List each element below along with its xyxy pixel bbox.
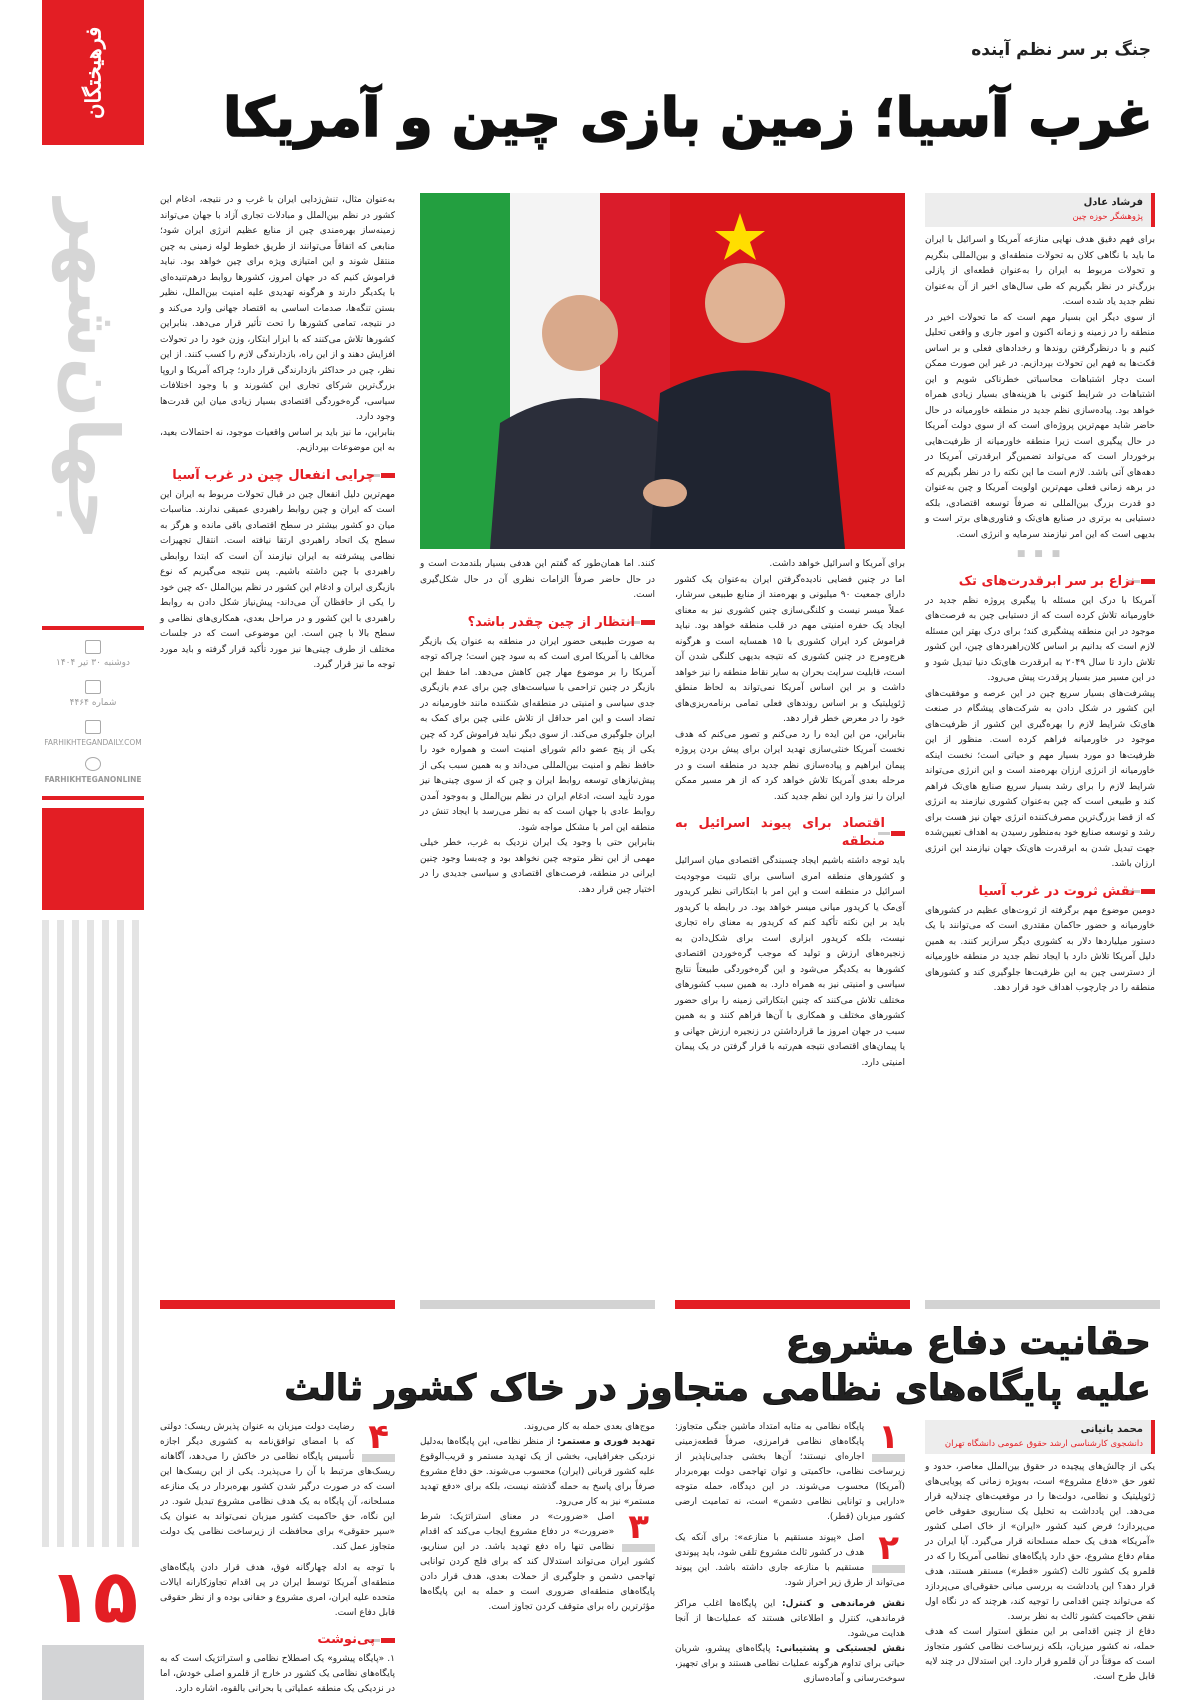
headline-line-2: علیه پایگاه‌های نظامی متجاوز در خاک کشور ثالث xyxy=(284,1368,1151,1409)
paragraph xyxy=(675,1642,905,1687)
paragraph: مهم‌ترین دلیل انفعال چین در قبال تحولات مربوط به ایران این است که ایران و چین روابط راهبردی عمیقی ندارند. مناسبات میان دو کشور بیشتر در سطح اقتصادی باقی مانده و هرگز به سطح یک اتحاد راهبردی ارتقا نیافته است. انتقال تجهیزات نظامی پیشرفته به ایران نیازمند آن است که ابتدا روابطی راهبردی با چین داشته باشیم. پس نتیجه می‌گیریم که نوع بازیگری ایران و ادغام این کشور در نظم بین‌الملل -که چین خود را یکی از حافظان آن می‌داند- پیش‌نیاز شکل دادن به روابط راهبردی با این کشور و در مراحل بعدی، همکاری‌های نظامی و سطح بالا با چین است. این موضوعی است که در جلسات مختلف از طرف چینی‌ها نیز مورد تأکید قرار گرفته و باید مورد توجه ما نیز قرار گیرد. xyxy=(160,489,395,670)
divider xyxy=(42,626,144,630)
author-box xyxy=(925,193,1155,227)
paragraph: موج‌های بعدی حمله به کار می‌روند. xyxy=(523,1422,655,1432)
divider-bar xyxy=(675,1300,910,1309)
paragraph: بنابراین، من این ایده را رد می‌کنم و تصور می‌کنم که هدف نخست آمریکا خنثی‌سازی تهدید ایران برای پیش بردن پروژه پیمان ابراهیم و پیاده‌سازی نظم جدید در منطقه است و در مرحله بعدی آمریکا تلاش خواهد کرد که از هر مسیر ممکن ایران را نیز وارد این نظم جدید کند. xyxy=(675,729,905,802)
point-text: اصل «پیوند مستقیم با منازعه»: برای آنکه یک هدف در کشور ثالث مشروع تلقی شود، باید پیوندی مستقیم با منازعه جاری داشته باشد. این پیوند می‌تواند از طرق زیر احراز شود. xyxy=(675,1533,905,1588)
paragraph: کنند. اما همان‌طور که گفتم این هدفی بسیار بلندمدت است و در حال حاضر صرفاً الزامات نظری آن در حال شکل‌گیری است. xyxy=(420,559,655,600)
divider-bar xyxy=(420,1300,655,1309)
second-column-4 xyxy=(160,1420,395,1697)
social-network-icon xyxy=(85,757,101,771)
subheading: اقتصاد برای پیوند اسرائیل به منطقه xyxy=(675,815,905,851)
grey-block xyxy=(42,1645,144,1700)
web-icon xyxy=(85,720,101,734)
point-number: ۱ xyxy=(872,1420,905,1462)
divider-bar xyxy=(160,1300,395,1309)
paragraph: اما در چنین فضایی نادیده‌گرفتن ایران به‌عنوان یک کشور دارای جمعیت ۹۰ میلیونی و بهره‌مند از منابع طبیعی سرشار، عملاً میسر نیست و کلنگی‌سازی چنین کشوری نیز به معنای ایجاد یک حفره امنیتی مهم در قلب منطقه خواهد بود. نباید فراموش کرد ایران کشوری با ۱۵ همسایه است و هرگونه هرج‌ومرج در چنین کشوری که نتیجه بدیهی کلنگی شدن آن است، قابلیت سرایت بحران به سایر نقاط منطقه را نیز خواهد داشت و بر این اساس آمریکا نمی‌تواند به لحاظ منطق ژئوپلیتیک و بر اساس روندهای فعلی تمامی برنامه‌ریزی‌های خود را در معرض خطر قرار دهد. xyxy=(675,574,905,724)
paragraph-text: از منظر نظامی، این پایگاه‌ها به‌دلیل نزدیکی جغرافیایی، بخشی از یک تهدید مستمر و قریب‌الوقوع علیه کشور قربانی (ایران) محسوب می‌شوند. حق دفاع مشروع صرفاً برای پاسخ به حمله گذشته نیست، بلکه برای «دفع تهدید مستمر» نیز به کار می‌رود. xyxy=(420,1437,655,1507)
headline-line-1: حقانیت دفاع مشروع xyxy=(785,1322,1151,1363)
second-column-1 xyxy=(925,1420,1155,1685)
point-number: ۳ xyxy=(622,1510,655,1552)
second-column-2 xyxy=(675,1420,905,1687)
article-column-3 xyxy=(420,557,655,898)
lead-in: تهدید فوری و مستمر: xyxy=(557,1437,655,1447)
point-text: رضایت دولت میزبان به عنوان پذیرش ریسک: دولتی که با امضای توافق‌نامه به کشوری دیگر اجازه تأسیس پایگاه نظامی در خاکش را می‌دهد، آگاهانه ریسک‌های مرتبط با آن را می‌پذیرد. یکی از این ریسک‌ها این است که در صورت درگیر شدن کشور بهره‌بردار در یک منازعه مسلحانه، آن پایگاه به یک هدف نظامی مشروع تبدیل شود. در این نگاه، حق حاکمیت کشور میزبان نمی‌تواند به عنوان یک «سپر حقوقی» برای محافظت از زیرساخت نظامی یک دولت متجاوز عمل کند. xyxy=(160,1422,395,1552)
person-right-head xyxy=(705,263,785,343)
point-number: ۴ xyxy=(362,1420,395,1462)
paragraph: پیشرفت‌های بسیار سریع چین در این عرصه و موفقیت‌های این کشور در شکل دادن به شرکت‌های پیشگام در صنعت های‌تک شرایط لازم را بهره‌گیری این کشور از ظرفیت‌های موجود در خاورمیانه فراهم کرده است. منظور از این ظرفیت‌ها دو مورد بسیار مهم و حیاتی است؛ نخست اینکه خاورمیانه از انرژی ارزان بهره‌مند است و این انرژی می‌تواند شرایط لازم را برای رشد بسیار سریع صنایع های‌تک فراهم کند و طبیعی است که چین به‌عنوان کشوری نیازمند به انرژی که از قضا بزرگ‌ترین مصرف‌کننده انرژی جهان نیز هست برای رشد و توسعه صنایع خود به‌منظور رسیدن به اهداف تعیین‌شده جهت تبدیل شدن به ابرقدرت های‌تک جهان نیازمند این انرژی ارزان باشد. xyxy=(925,688,1155,869)
date-block xyxy=(42,640,144,668)
paragraph: به‌عنوان مثال، تنش‌زدایی ایران با غرب و در نتیجه، ادغام این کشور در نظم بین‌الملل و مبادلات تجاری آزاد با جهان می‌تواند زمینه‌ساز بهره‌مندی چین از منابع عظیم انرژی ایران شود؛ منابعی که اتفاقاً می‌توانند از طریق خطوط لوله زمینی به چین منتقل شوند و این امتیازی ویژه برای چین خواهد بود. نباید فراموش کنیم که در جهان امروز، کشورها روابط درهم‌تنیده‌ای با یکدیگر دارند و هرگونه تهدیدی علیه امنیت بین‌الملل، نظیر بستن تنگه‌ها، صدمات اساسی به اقتصاد جهانی وارد می‌کند و در نتیجه، تمامی کشورها را تحت تأثیر قرار می‌دهد. بنابراین کشورها تلاش می‌کنند که با ابزار ابتکار، وزن خود را در تحولات افزایش دهند و از این راه، بازدارندگی لازم را کسب کنند. از این نظر، چین در حداکثر بازدارندگی قرار دارد؛ چراکه آمریکا و اروپا بزرگ‌ترین شرکای تجاری این کشورند و با وجود اختلافات سیاسی، گره‌خوردگی اقتصادی بسیار زیادی میان این قدرت‌ها وجود دارد. xyxy=(160,195,395,422)
news-photo xyxy=(420,193,905,549)
paragraph: دومین موضوع مهم برگرفته از ثروت‌های عظیم در کشورهای خاورمیانه و حضور حاکمان مقتدری است که می‌توانند با یک دستور میلیاردها دلار به کشوری دیگر سرازیر کنند. به همین دلیل آمریکا تلاش دارد با ایجاد نظم جدید در منطقه خاورمیانه از دسترسی چین به این ظرفیت‌ها جلوگیری کند و کشورهای منطقه را در چارچوب اهداف خود قرار دهد. xyxy=(925,905,1155,993)
article-column-1 xyxy=(925,193,1155,997)
article-column-4 xyxy=(160,193,395,674)
decorative-pattern xyxy=(42,920,144,1547)
paragraph: بنابراین حتی با وجود یک ایران نزدیک به غرب، خطر خیلی مهمی از این نظر متوجه چین نخواهد بود و چه‌بسا وجود چنین ایرانی در منطقه، فرصت‌های اقتصادی و سیاسی جدیدی را در اختیار چین قرار دهد. xyxy=(420,838,655,895)
author-role: دانشجوی کارشناسی ارشد حقوق عمومی دانشگاه تهران xyxy=(944,1439,1143,1449)
person-right-suit xyxy=(650,371,845,550)
website[interactable]: FARHIKHTEGANDAILY.COM xyxy=(44,738,142,747)
divider-bar xyxy=(925,1300,1160,1309)
subheading: نقش ثروت در غرب آسیا xyxy=(925,883,1155,901)
paragraph: از سوی دیگر این بسیار مهم است که ما تحولات اخیر در منطقه را در زمینه و زمانه اکنون و امور جاری و واقعی تحلیل کنیم و با درنظرگرفتن روندها و رخدادهای فعلی و بر اساس فکت‌ها به فهم این تحولات بپردازیم. در غیر این صورت ممکن است دچار اشتباهات محاسباتی خطرناکی شویم و این اشتباهات در شرایط کنونی با هزینه‌های بسیار زیادی همراه خواهد بود. پیاده‌سازی نظم جدید در منطقه خاورمیانه در حال حاضر شاید مهم‌ترین پروژه‌ای است که از سوی دولت آمریکا در حال پیگیری است زیرا منطقه خاورمیانه از ظرفیت‌هایی برخوردار است که می‌تواند تضمین‌گر ابرقدرتی آمریکا در دهه‌های آتی باشد. لازم است ما این نکته را در نظر بگیریم که در برهه زمانی فعلی مهم‌ترین اولویت آمریکا و چین به‌عنوان دو قدرت بزرگ بین‌المللی نه صرفاً توسعه اقتصادی، بلکه دستیابی به برتری در صنایع های‌تک و فناوری‌های برتر است و بدیهی است که این امر نیازمند سرمایه و انرژی است. xyxy=(925,312,1155,540)
issue-number-icon xyxy=(85,680,101,694)
person-left-suit xyxy=(490,398,670,549)
author-name: محمد بانیانی xyxy=(1080,1424,1143,1435)
paragraph: ۱. «پایگاه پیشرو» یک اصطلاح نظامی و استراتژیک است که به پایگاه‌های نظامی یک کشور در خارج از قلمرو اصلی خودش، اما در نزدیکی یک منطقه عملیاتی یا بحرانی بالقوه، اشاره دارد. xyxy=(160,1654,395,1694)
paragraph: با توجه به ادله چهارگانه فوق، هدف قرار دادن پایگاه‌های منطقه‌ای آمریکا توسط ایران در پی اقدام تجاوزکارانه ایالات متحده علیه ایران، امری مشروع و حقانی بوده و از نظر حقوقی قابل دفاع است. xyxy=(160,1563,395,1618)
article-column-2 xyxy=(675,557,905,1071)
page-number: ۱۵ xyxy=(47,1554,139,1640)
paragraph: آمریکا با درک این مسئله با پیگیری پروژه نظم جدید در خاورمیانه تلاش کرده است که از دستیابی چین به فرصت‌های موجود در این منطقه پیشگیری کند؛ برای درک بهتر این مسئله لازم است که بدانیم بر اساس کلان‌راهبردهای چین، این کشور تلاش دارد تا سال ۲۰۴۹ به ابرقدرت های‌تک دنیا تبدیل شود و در این مسیر میز بسیار پرقدرت پیش می‌رود. xyxy=(925,595,1155,683)
section-separator: ■ ■ ■ xyxy=(1016,549,1064,559)
divider xyxy=(42,796,144,800)
paragraph-text: پایگاه‌های پیشرو، شریان حیاتی برای تداوم هرگونه عملیات نظامی هستند و برای تجهیز، سوخت‌رسانی و آماده‌سازی xyxy=(675,1644,905,1684)
handshake xyxy=(643,479,687,507)
point-text: پایگاه نظامی به مثابه امتداد ماشین جنگی متجاوز: پایگاه‌های نظامی فرامرزی، صرفاً قطعه‌زمینی اجاره‌ای نیستند؛ آن‌ها بخشی جدایی‌ناپذیر از زیرساخت نظامی، حاکمیتی و توان تهاجمی دولت بهره‌بردار (آمریکا) محسوب می‌شوند. در این دیدگاه، حمله متوجه «دارایی و توانایی نظامی دشمن» است، نه تمامیت ارضی کشور میزبان (قطر). xyxy=(675,1422,905,1522)
subheading: چرایی انفعال چین در غرب آسیا xyxy=(160,467,395,485)
author-name: فرشاد عادل xyxy=(1083,197,1143,208)
section-title: جهان‌شهر xyxy=(52,199,134,541)
numbered-point xyxy=(675,1531,905,1591)
paragraph: دفاع از چنین اقدامی بر این منطق استوار است که هدف حمله، نه کشور میزبان، بلکه زیرساخت نظامی کشور متجاوز است که موقتاً در آن قلمرو قرار دارد. این استدلال در چند لایه قابل طرح است. xyxy=(925,1627,1155,1682)
paragraph-text: این پایگاه‌ها اغلب مراکز فرماندهی، کنترل و اطلاعاتی هستند که عملیات‌ها از آنجا هدایت می‌شود. xyxy=(675,1599,905,1639)
second-column-3 xyxy=(420,1420,655,1621)
second-headline xyxy=(284,1320,1151,1412)
author-role: پژوهشگر حوزه چین xyxy=(1072,212,1143,222)
subheading: نزاع بر سر ابرقدرت‌های تک xyxy=(925,573,1155,591)
social-block xyxy=(42,757,144,784)
numbered-point xyxy=(160,1420,395,1555)
subheading: پی‌نوشت xyxy=(160,1631,395,1649)
newspaper-logo: فرهیختگان xyxy=(42,0,144,145)
numbered-point xyxy=(675,1420,905,1525)
author-box xyxy=(925,1420,1155,1454)
lead-in: نقش فرماندهی و کنترل: xyxy=(781,1599,906,1609)
social-handle: FARHIKHTEGANONLINE xyxy=(44,775,142,784)
paragraph: به صورت طبیعی حضور ایران در منطقه به عنوان یک بازیگر مخالف با آمریکا امری است که به سود چین است؛ چراکه توجه آمریکا را بر موضوع مهار چین کاهش می‌دهد. اما حفظ این بازیگر در چنین تزاحمی با سیاست‌های چین برای عدم بازیگری جدی سیاسی و امنیتی در منطقه‌ای شکننده مانند خاورمیانه در تضاد است و این امر حداقل از تلاش علنی چین برای کمک به ایران جلوگیری می‌کند. از سوی دیگر نباید فراموش کرد که چین یکی از پنج عضو دائم شورای امنیت است و همواره خود را حافظ نظم و امنیت بین‌المللی می‌داند و به همین سبب یکی از پیش‌نیازهای توسعه روابط ایران و چین که از سوی چینی‌ها نیز مورد تأیید است، ادغام ایران در نظم بین‌الملل و به‌وجود آمدن روابط عادی با جهان است که به نظر می‌رسد با ایجاد تنش در منطقه این امر با مشکل مواجه شود. xyxy=(420,636,655,833)
date: دوشنبه ۳۰ تیر ۱۴۰۴ xyxy=(56,658,130,668)
lead-in: نقش لجستیکی و پشتیبانی: xyxy=(775,1644,905,1654)
kicker: جنگ بر سر نظم آینده xyxy=(971,40,1151,60)
paragraph xyxy=(420,1435,655,1510)
photo-illustration xyxy=(420,193,905,549)
subheading: انتظار از چین چقدر باشد؟ xyxy=(420,614,655,632)
issue-number: شماره ۴۴۶۴ xyxy=(69,698,117,708)
paragraph: یکی از چالش‌های پیچیده در حقوق بین‌الملل معاصر، حدود و ثغور حق «دفاع مشروع» است، به‌ویژه زمانی که پویایی‌های ژئوپلیتیک و نظامی، دولت‌ها را در موقعیت‌های چندلایه قرار می‌دهد. این یادداشت به تحلیل یک سناریوی حقوقی خاص می‌پردازد؛ فرض کنید کشور «ایران» از خاک اصلی کشور «آمریکا» هدف یک حمله مسلحانه قرار می‌گیرد. آیا ایران در مقام دفاع مشروع، حق دارد پایگاه‌های نظامی آمریکا را که در قلمرو یک کشور ثالث (کشور «قطر») مستقر هستند، هدف قرار دهد؟ این یادداشت به بررسی مبانی حقوقی‌ای می‌پردازد که می‌تواند چنین اقدامی را توجیه کند، هرچند که در نگاه اول نقض حاکمیت کشور ثالث به نظر برسد. xyxy=(925,1462,1155,1622)
numbered-point xyxy=(420,1510,655,1615)
red-block xyxy=(42,808,144,910)
point-number: ۲ xyxy=(872,1531,905,1573)
paragraph: برای فهم دقیق هدف نهایی منازعه آمریکا و اسرائیل با ایران ما باید با نگاهی کلان به تحولات منطقه‌ای و بین‌المللی بنگریم و تحولات مربوط به ایران را به‌عنوان قطعه‌ای از پازلی بزرگ‌تر در نظر بگیریم که طی سال‌های اخیر از آن به‌عنوان نظم جدید یاد شده است. xyxy=(925,235,1155,307)
paragraph xyxy=(675,1597,905,1642)
paragraph: بنابراین، ما نیز باید بر اساس واقعیات موجود، نه احتمالات بعید، به این موضوعات بپردازیم. xyxy=(160,427,395,453)
issue-block xyxy=(42,680,144,708)
website-block xyxy=(42,720,144,747)
point-text: اصل «ضرورت» در معنای استراتژیک: شرط «ضرورت» در دفاع مشروع ایجاب می‌کند که اقدام نظامی تنها راه دفع تهدید باشد. در این سناریو، کشور ایران می‌تواند استدلال کند که برای فلج کردن توانایی تهاجمی دشمن و جلوگیری از حملات بعدی، هدف قرار دادن پایگاه‌های منطقه‌ای ضروری است و حمله به این پایگاه‌ها مؤثرترین راه برای متوقف کردن تجاوز است. xyxy=(420,1512,655,1612)
person-left-head xyxy=(542,295,618,371)
paragraph: باید توجه داشته باشیم ایجاد چسبندگی اقتصادی میان اسرائیل و کشورهای منطقه امری اساسی برای تثبیت موجودیت اسرائیل در منطقه است و این امر با ابتکاراتی نظیر کریدور آی‌مک یا کریدور میانی میسر خواهد بود. در رابطه با کریدور باید بر این نکته تأکید کنم که کریدور به معنای راه تجاری نیست، بلکه کریدور ابزاری است برای شکل‌دادن به زنجیره‌های ارزش و تولید که موجب گره‌خوردن اقتصادی کشورها به یکدیگر می‌شود و این گره‌خوردگی طبیعتاً نتایج سیاسی و امنیتی نیز به همراه دارد. به همین سبب کشورهای مختلف تلاش می‌کنند که چنین ابتکاراتی زمینه را برای حضور کشورهای مختلف و همکاری با آن‌ها فراهم کنند و به همین سبب در جهان امروز ما قرارداشتن در زنجیره ارزش جهانی و یا پیمان‌های اقتصادی نتیجه هم‌رتبه با قرار گرفتن در یک پیمان امنیتی دارد. xyxy=(675,856,905,1068)
headline: غرب آسیا؛ زمین بازی چین و آمریکا xyxy=(223,86,1153,149)
paragraph: برای آمریکا و اسرائیل خواهد داشت. xyxy=(769,559,905,569)
calendar-icon xyxy=(85,640,101,654)
